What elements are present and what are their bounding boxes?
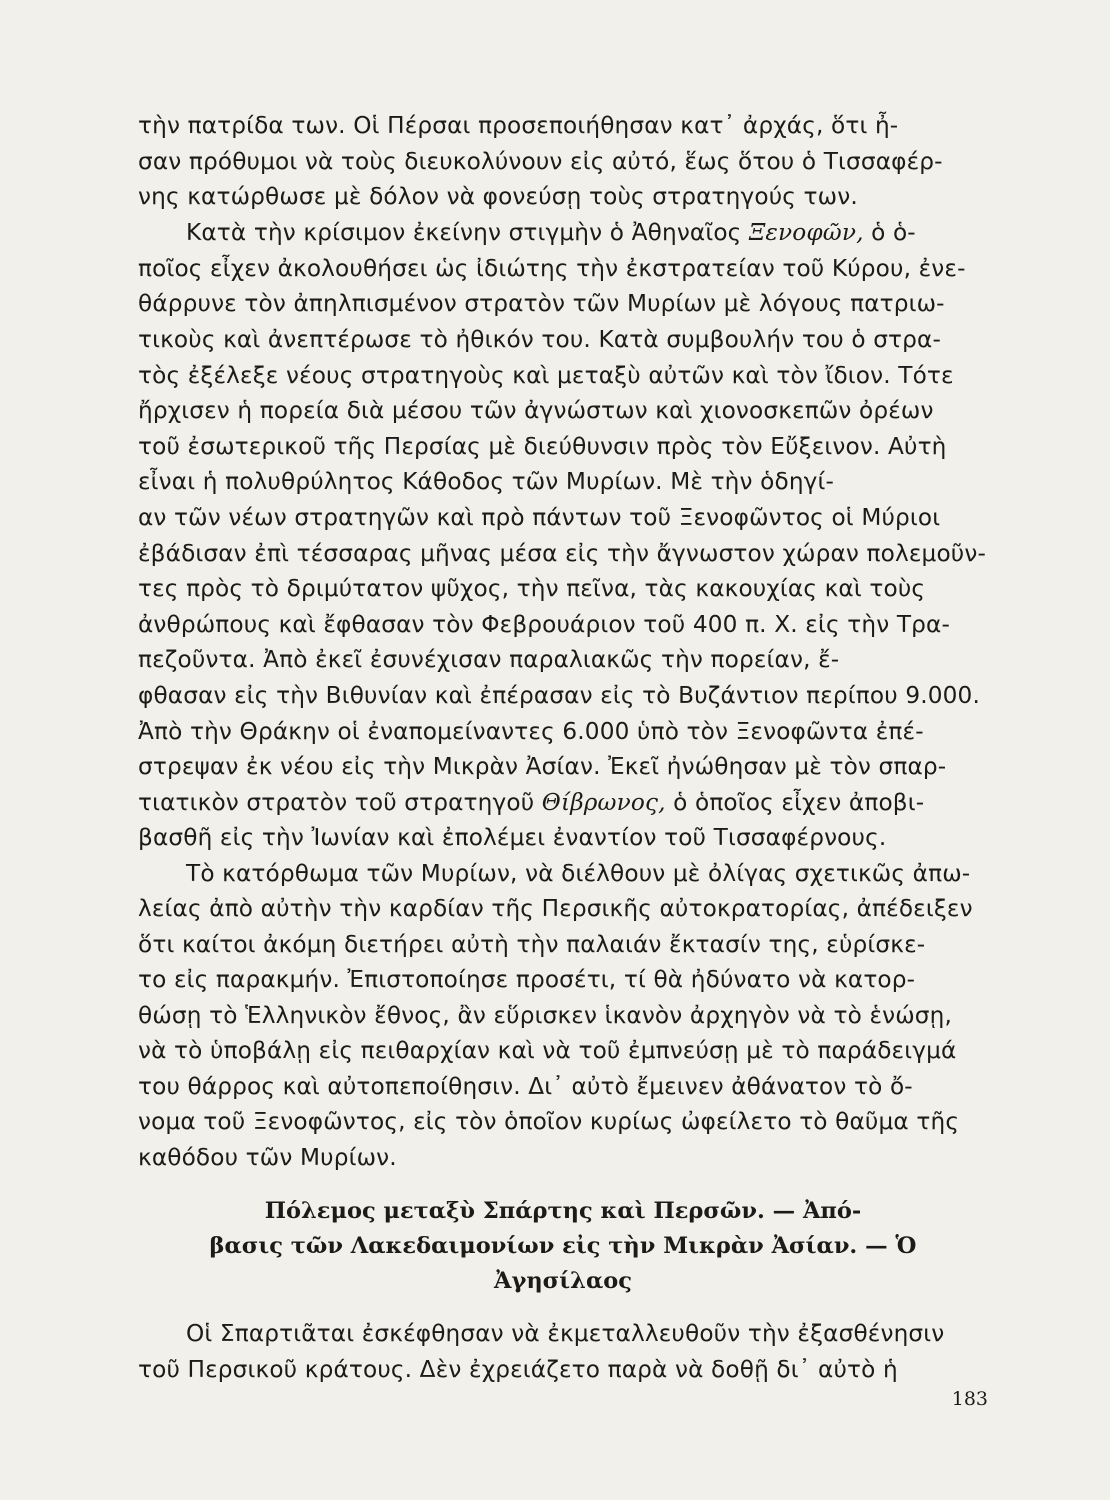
text-line: τες πρὸς τὸ δριμύτατον ψῦχος, τὴν πεῖνα, τὰς κακουχίας καὶ τοὺς	[138, 575, 926, 602]
text-line: θάρρυνε τὸν ἀπηλπισμένον στρατὸν τῶν Μυρίων μὲ λόγους πατριω-	[138, 290, 945, 317]
text-line: το εἰς παρακμήν. Ἐπιστοποίησε προσέτι, τί θὰ ἠδύνατο νὰ κατορ-	[138, 966, 916, 993]
text-line: τὸς ἐξέλεξε νέους στρατηγοὺς καὶ μεταξὺ αὐτῶν καὶ τὸν ἴδιον. Τότε	[138, 362, 954, 389]
text-line	[186, 219, 916, 246]
text-line: του θάρρος καὶ αὐτοπεποίθησιν. Δι᾿ αὐτὸ ἔμεινεν ἀθάνατον τὸ ὄ-	[138, 1073, 913, 1100]
text-line: τὴν πατρίδα των. Οἱ Πέρσαι προσεποιήθησαν κατ᾿ ἀρχάς, ὅτι ἦ-	[138, 112, 899, 139]
text-line-end: ὁ ὁ-	[863, 219, 916, 246]
text-line: νομα τοῦ Ξενοφῶντος, εἰς τὸν ὁποῖον κυρίως ὠφείλετο τὸ θαῦμα τῆς	[138, 1108, 960, 1135]
text-line: Οἱ Σπαρτιᾶται ἐσκέφθησαν νὰ ἐκμεταλλευθοῦν τὴν ἐξασθένησιν	[186, 1320, 945, 1347]
text-line: καθόδου τῶν Μυρίων.	[138, 1144, 397, 1171]
text-line: Ἀπὸ τὴν Θράκην οἱ ἐναπομείναντες 6.000 ὑπὸ τὸν Ξενοφῶντα ἐπέ-	[138, 718, 924, 745]
text-line: λείας ἀπὸ αὐτὴν τὴν καρδίαν τῆς Περσικῆς αὐτοκρατορίας, ἀπέδειξεν	[138, 895, 973, 922]
text-line: εἶναι ἡ πολυθρύλητος Κάθοδος τῶν Μυρίων. Μὲ τὴν ὁδηγί-	[138, 468, 835, 495]
text-line: ἤρχισεν ἡ πορεία διὰ μέσου τῶν ἀγνώστων καὶ χιονοσκεπῶν ὀρέων	[138, 397, 934, 424]
text-line-start: τιατικὸν στρατὸν τοῦ στρατηγοῦ	[138, 789, 542, 816]
text-line: σαν πρόθυμοι νὰ τοὺς διευκολύνουν εἰς αὐτό, ἕως ὅτου ὁ Τισσαφέρ-	[138, 148, 943, 175]
text-line: στρεψαν ἐκ νέου εἰς τὴν Μικρὰν Ἀσίαν. Ἐκεῖ ἠνώθησαν μὲ τὸν σπαρ-	[138, 753, 947, 780]
text-line: νὰ τὸ ὑποβάλῃ εἰς πειθαρχίαν καὶ νὰ τοῦ ἐμπνεύσῃ μὲ τὸ παράδειγμά	[138, 1037, 957, 1064]
text-line: ποῖος εἶχεν ἀκολουθήσει ὡς ἰδιώτης τὴν ἐκστρατείαν τοῦ Κύρου, ἐνε-	[138, 255, 966, 282]
text-line: τοῦ Περσικοῦ κράτους. Δὲν ἐχρειάζετο παρὰ νὰ δοθῇ δι᾿ αὐτὸ ἡ	[138, 1356, 898, 1383]
text-line: τοῦ ἐσωτερικοῦ τῆς Περσίας μὲ διεύθυνσιν πρὸς τὸν Εὔξεινον. Αὐτὴ	[138, 433, 947, 460]
book-page	[138, 0, 988, 1500]
text-line: φθασαν εἰς τὴν Βιθυνίαν καὶ ἐπέρασαν εἰς τὸ Βυζάντιον περίπου 9.000.	[138, 682, 980, 709]
name-thibron: Θίβρωνος,	[541, 789, 666, 816]
section-heading-line: Πόλεμος μεταξὺ Σπάρτης καὶ Περσῶν. — Ἀπό-	[264, 1198, 862, 1224]
text-line: Τὸ κατόρθωμα τῶν Μυρίων, νὰ διέλθουν μὲ ὀλίγας σχετικῶς ἀπω-	[186, 860, 971, 887]
text-line: βασθῆ εἰς τὴν Ἰωνίαν καὶ ἐπολέμει ἐναντίον τοῦ Τισσαφέρνους.	[138, 824, 887, 851]
text-line: ἐβάδισαν ἐπὶ τέσσαρας μῆνας μέσα εἰς τὴν ἄγνωστον χώραν πολεμοῦν-	[138, 540, 986, 567]
text-line-end: ὁ ὁποῖος εἶχεν ἀποβι-	[665, 789, 925, 816]
page-number: 183	[951, 1388, 988, 1410]
text-line: ὅτι καίτοι ἀκόμη διετήρει αὐτὴ τὴν παλαιάν ἔκτασίν της, εὑρίσκε-	[138, 931, 926, 958]
name-xenophon: Ξενοφῶν,	[748, 219, 864, 246]
text-line: τικοὺς καὶ ἀνεπτέρωσε τὸ ἠθικόν του. Κατὰ συμβουλήν του ὁ στρα-	[138, 326, 941, 353]
text-line	[138, 789, 924, 816]
text-line: νης κατώρθωσε μὲ δόλον νὰ φονεύσῃ τοὺς στρατηγούς των.	[138, 183, 858, 210]
text-line: ἀνθρώπους καὶ ἔφθασαν τὸν Φεβρουάριον τοῦ 400 π. Χ. εἰς τὴν Τρα-	[138, 611, 950, 638]
text-line: θώσῃ τὸ Ἑλληνικὸν ἔθνος, ἂν εὕρισκεν ἱκανὸν ἀρχηγὸν νὰ τὸ ἑνώσῃ,	[138, 1002, 953, 1029]
section-heading-line: βασις τῶν Λακεδαιμονίων εἰς τὴν Μικρὰν Ἀσίαν. — Ὁ	[209, 1233, 917, 1259]
text-line: πεζοῦντα. Ἀπὸ ἐκεῖ ἐσυνέχισαν παραλιακῶς τὴν πορείαν, ἔ-	[138, 646, 840, 673]
text-line: αν τῶν νέων στρατηγῶν καὶ πρὸ πάντων τοῦ Ξενοφῶντος οἱ Μύριοι	[138, 504, 941, 531]
section-heading-line: Ἀγησίλαος	[494, 1268, 632, 1294]
text-line-start: Κατὰ τὴν κρίσιμον ἐκείνην στιγμὴν ὁ Ἀθηναῖος	[186, 219, 749, 246]
